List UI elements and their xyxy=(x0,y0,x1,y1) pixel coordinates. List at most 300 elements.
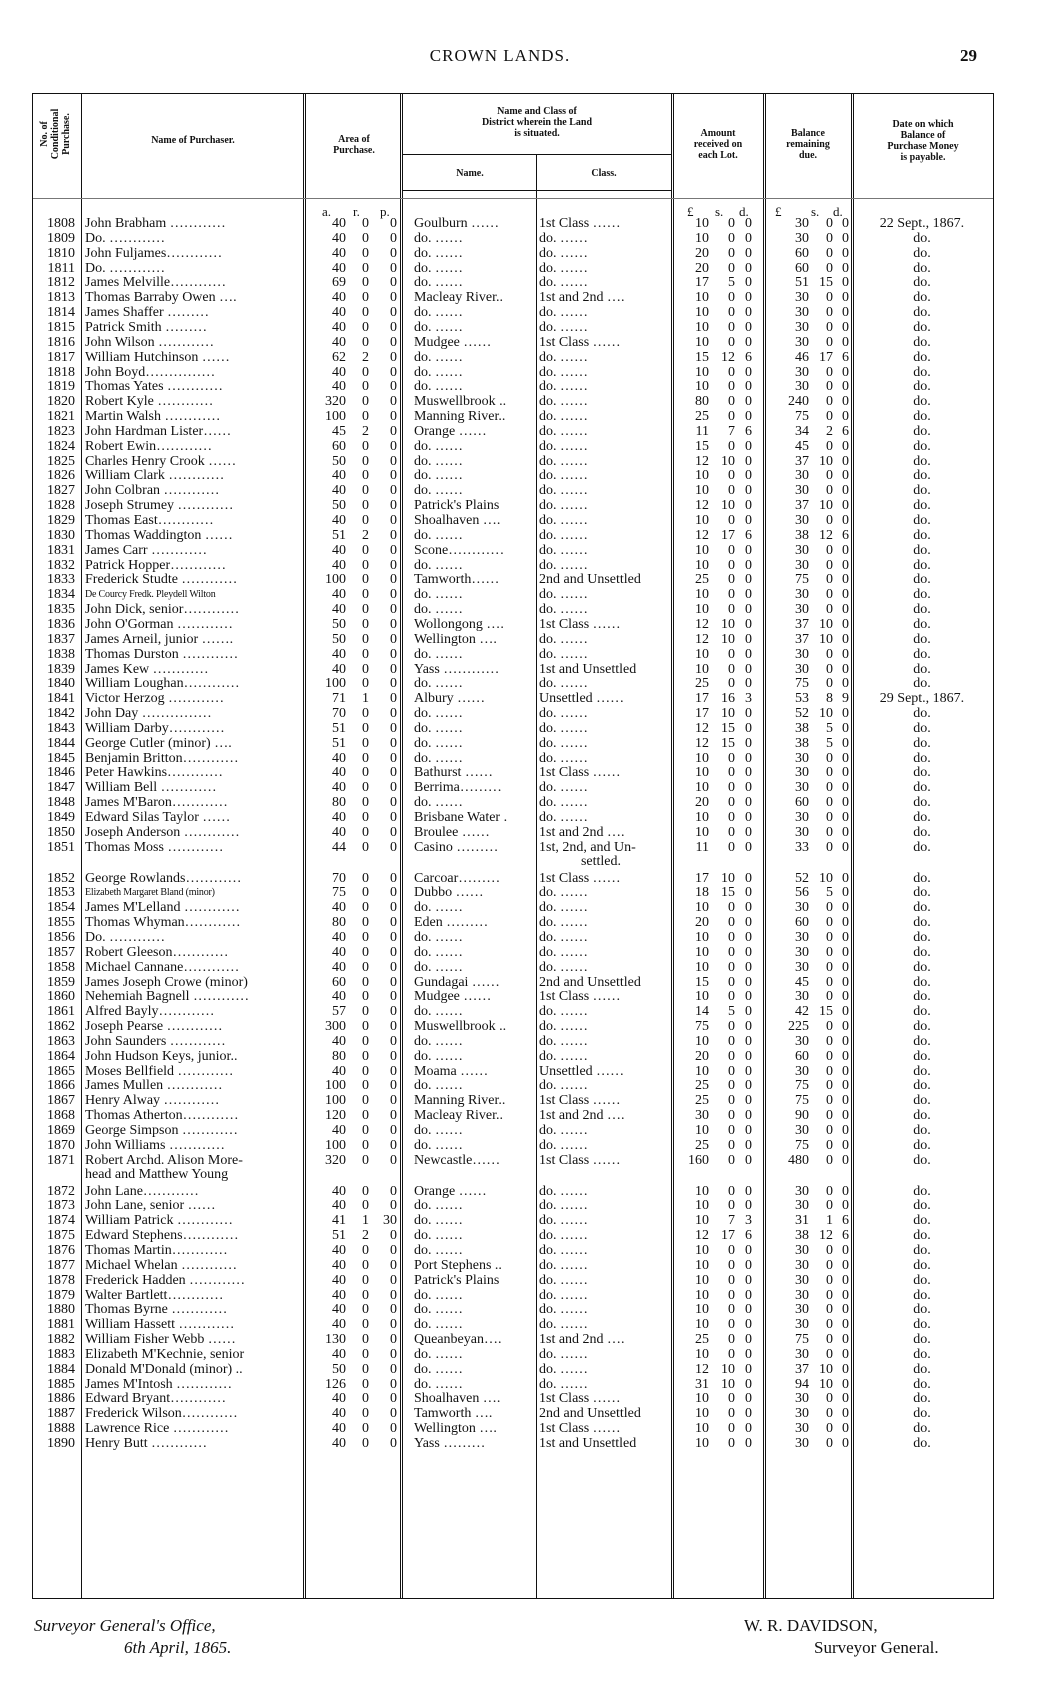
cell-ad: 0 xyxy=(745,453,752,469)
cell-bp: 38 xyxy=(795,735,809,751)
cell-a: 40 xyxy=(332,944,346,960)
cell-a: 40 xyxy=(332,1287,346,1303)
cell-name: Do. ………… xyxy=(85,230,166,246)
cell-dt: do. xyxy=(913,1152,931,1168)
cell-p: 0 xyxy=(390,1078,397,1094)
cell-as: 0 xyxy=(728,334,735,350)
cell-r: 0 xyxy=(362,1063,369,1079)
cell-dc: do. …… xyxy=(539,1257,588,1273)
cell-dc: do. …… xyxy=(539,319,588,335)
cell-bs: 10 xyxy=(819,498,833,514)
cell-dt: do. xyxy=(913,245,931,261)
cell-r: 0 xyxy=(362,305,369,321)
cell-a: 40 xyxy=(332,1063,346,1079)
cell-name: Robert Archd. Alison More- xyxy=(85,1152,243,1168)
cell-ap: 10 xyxy=(695,1406,709,1422)
cell-ap: 10 xyxy=(695,989,709,1005)
cell-ap: 17 xyxy=(695,275,709,291)
header-district-name: Name. xyxy=(456,168,484,179)
purchases-table xyxy=(32,93,994,1599)
cell-a: 40 xyxy=(332,602,346,618)
cell-bd: 0 xyxy=(842,557,849,573)
cell-p: 0 xyxy=(390,1391,397,1407)
cell-bp: 30 xyxy=(795,900,809,916)
footer-office xyxy=(34,1615,231,1659)
cell-p: 0 xyxy=(390,1033,397,1049)
cell-no: 1852 xyxy=(47,870,75,886)
cell-dc: do. …… xyxy=(539,1242,588,1258)
cell-p: 0 xyxy=(390,1152,397,1168)
cell-bd: 0 xyxy=(842,260,849,276)
cell-as: 0 xyxy=(728,646,735,662)
table-row xyxy=(33,765,995,781)
cell-as: 0 xyxy=(728,572,735,588)
cell-ap: 10 xyxy=(695,944,709,960)
cell-ap: 25 xyxy=(695,1078,709,1094)
cell-dc: 1st and Unsettled xyxy=(539,661,637,677)
cell-ap: 10 xyxy=(695,900,709,916)
cell-ad: 6 xyxy=(745,349,752,365)
cell-dc: do. …… xyxy=(539,1287,588,1303)
cell-ad: 3 xyxy=(745,1213,752,1229)
cell-r: 0 xyxy=(362,839,369,855)
cell-bd: 9 xyxy=(842,691,849,707)
table-row xyxy=(33,454,995,470)
cell-bd: 0 xyxy=(842,1123,849,1138)
cell-dc: do. …… xyxy=(539,438,588,454)
cell-ap: 20 xyxy=(695,1048,709,1064)
cell-bd: 0 xyxy=(842,305,849,321)
cell-dc: do. …… xyxy=(539,230,588,246)
cell-r: 0 xyxy=(362,364,369,380)
cell-name: Robert Gleeson………… xyxy=(85,944,229,960)
table-row xyxy=(33,1123,995,1139)
cell-r: 0 xyxy=(362,1152,369,1168)
cell-name: Moses Bellfield ………… xyxy=(85,1063,234,1079)
cell-name: James Shaffer ……… xyxy=(85,305,210,321)
cell-bd: 0 xyxy=(842,1257,849,1273)
cell-p: 0 xyxy=(390,915,397,931)
cell-ad: 0 xyxy=(745,1257,752,1273)
table-row xyxy=(33,1421,995,1437)
cell-dc: do. …… xyxy=(539,631,588,647)
cell-no: 1823 xyxy=(47,423,75,439)
footer-signature xyxy=(744,1615,939,1659)
cell-p: 0 xyxy=(390,900,397,916)
cell-ap: 80 xyxy=(695,394,709,410)
cell-no: 1881 xyxy=(47,1317,75,1333)
cell-ad: 0 xyxy=(745,1063,752,1079)
cell-dt: do. xyxy=(913,1123,931,1138)
cell-dt: do. xyxy=(913,275,931,291)
cell-p: 0 xyxy=(390,1242,397,1258)
cell-as: 0 xyxy=(728,1346,735,1362)
cell-a: 40 xyxy=(332,1123,346,1138)
cell-ad: 0 xyxy=(745,915,752,931)
cell-a: 40 xyxy=(332,765,346,781)
cell-name: Do. ………… xyxy=(85,260,166,276)
cell-bs: 0 xyxy=(826,900,833,916)
cell-r: 0 xyxy=(362,379,369,395)
cell-a: 41 xyxy=(332,1213,346,1229)
cell-dn: do. …… xyxy=(414,720,463,736)
cell-ap: 10 xyxy=(695,334,709,350)
cell-ad: 0 xyxy=(745,735,752,751)
cell-bs: 0 xyxy=(826,1272,833,1288)
cell-ap: 20 xyxy=(695,260,709,276)
cell-as: 12 xyxy=(721,349,735,365)
cell-dn: Mudgee …… xyxy=(414,989,492,1005)
cell-ap: 17 xyxy=(695,870,709,886)
cell-bp: 30 xyxy=(795,929,809,945)
cell-name: Joseph Strumey ………… xyxy=(85,498,234,514)
cell-ap: 10 xyxy=(695,1346,709,1362)
cell-no: 1821 xyxy=(47,409,75,425)
cell-as: 0 xyxy=(728,989,735,1005)
cell-name: Michael Cannane………… xyxy=(85,959,240,975)
cell-name: Peter Hawkins………… xyxy=(85,765,224,781)
cell-bp: 30 xyxy=(795,379,809,395)
cell-no: 1832 xyxy=(47,557,75,573)
cell-r: 0 xyxy=(362,572,369,588)
cell-r: 0 xyxy=(362,989,369,1005)
cell-ap: 25 xyxy=(695,676,709,692)
cell-ad: 0 xyxy=(745,275,752,291)
cell-bd: 0 xyxy=(842,810,849,825)
cell-bp: 30 xyxy=(795,230,809,246)
table-row xyxy=(33,1138,995,1154)
cell-dt: do. xyxy=(913,1019,931,1035)
cell-r: 0 xyxy=(362,1287,369,1303)
cell-bs: 10 xyxy=(819,706,833,722)
cell-as: 0 xyxy=(728,379,735,395)
cell-p: 0 xyxy=(390,1317,397,1333)
cell-as: 10 xyxy=(721,870,735,886)
cell-no: 1840 xyxy=(47,676,75,692)
cell-bd: 0 xyxy=(842,1391,849,1407)
cell-ad: 0 xyxy=(745,1183,752,1199)
cell-bd: 0 xyxy=(842,1033,849,1049)
cell-r: 1 xyxy=(362,1213,369,1229)
cell-ad: 0 xyxy=(745,661,752,677)
cell-bs: 15 xyxy=(819,275,833,291)
table-row xyxy=(33,1228,995,1244)
cell-dt: do. xyxy=(913,1183,931,1199)
cell-ad: 0 xyxy=(745,765,752,781)
cell-bp: 94 xyxy=(795,1376,809,1392)
cell-bs: 0 xyxy=(826,260,833,276)
cell-no: 1851 xyxy=(47,839,75,855)
cell-r: 0 xyxy=(362,438,369,454)
cell-name: Edward Stephens………… xyxy=(85,1228,239,1244)
cell-p: 0 xyxy=(390,453,397,469)
cell-bp: 30 xyxy=(795,334,809,350)
cell-bs: 10 xyxy=(819,631,833,647)
cell-dt: do. xyxy=(913,795,931,811)
cell-dt: do. xyxy=(913,839,931,855)
cell-ap: 10 xyxy=(695,1391,709,1407)
cell-a: 40 xyxy=(332,1198,346,1214)
cell-bs: 0 xyxy=(826,1346,833,1362)
cell-dt: do. xyxy=(913,1228,931,1244)
table-row xyxy=(33,960,995,976)
cell-bd: 0 xyxy=(842,1302,849,1318)
cell-a: 45 xyxy=(332,423,346,439)
cell-bs: 0 xyxy=(826,676,833,692)
cell-name: James M'Intosh ………… xyxy=(85,1376,233,1392)
cell-bp: 30 xyxy=(795,305,809,321)
cell-a: 100 xyxy=(325,676,346,692)
cell-bp: 30 xyxy=(795,542,809,558)
cell-as: 0 xyxy=(728,542,735,558)
cell-as: 0 xyxy=(728,795,735,811)
cell-r: 0 xyxy=(362,900,369,916)
cell-name: John Hardman Lister…… xyxy=(85,423,232,439)
table-row xyxy=(33,335,995,351)
cell-name: James Kew ………… xyxy=(85,661,209,677)
cell-bd: 0 xyxy=(842,379,849,395)
cell-dc: do. …… xyxy=(539,409,588,425)
cell-bs: 0 xyxy=(826,1048,833,1064)
cell-bd: 0 xyxy=(842,1183,849,1199)
cell-bs: 0 xyxy=(826,1257,833,1273)
cell-ad: 0 xyxy=(745,260,752,276)
cell-dt: do. xyxy=(913,1302,931,1318)
cell-bs: 0 xyxy=(826,409,833,425)
cell-bs: 0 xyxy=(826,1078,833,1094)
cell-dn: do. …… xyxy=(414,379,463,395)
cell-bd: 0 xyxy=(842,1406,849,1422)
cell-ap: 10 xyxy=(695,1198,709,1214)
cell-dc: do. …… xyxy=(539,364,588,380)
cell-a: 40 xyxy=(332,824,346,840)
cell-no: 1858 xyxy=(47,959,75,975)
cell-as: 10 xyxy=(721,1361,735,1377)
cell-p: 0 xyxy=(390,216,397,231)
cell-dt: do. xyxy=(913,1137,931,1153)
cell-bs: 0 xyxy=(826,1391,833,1407)
header-rule xyxy=(402,190,671,191)
cell-no: 1869 xyxy=(47,1123,75,1138)
cell-no: 1886 xyxy=(47,1391,75,1407)
cell-bd: 0 xyxy=(842,661,849,677)
header-amount: Amount received on each Lot. xyxy=(693,128,743,161)
cell-name: Walter Bartlett………… xyxy=(85,1287,224,1303)
cell-dc: do. …… xyxy=(539,587,588,603)
cell-as: 10 xyxy=(721,1376,735,1392)
cell-bs: 1 xyxy=(826,1213,833,1229)
cell-ap: 10 xyxy=(695,1213,709,1229)
cell-ap: 10 xyxy=(695,1302,709,1318)
cell-r: 2 xyxy=(362,349,369,365)
cell-class-continued: settled. xyxy=(580,853,622,869)
cell-bd: 0 xyxy=(842,438,849,454)
cell-as: 0 xyxy=(728,1421,735,1437)
cell-r: 1 xyxy=(362,691,369,707)
cell-dc: do. …… xyxy=(539,1078,588,1094)
cell-r: 0 xyxy=(362,795,369,811)
cell-bp: 75 xyxy=(795,1078,809,1094)
cell-bp: 30 xyxy=(795,750,809,766)
cell-p: 0 xyxy=(390,1346,397,1362)
cell-no: 1855 xyxy=(47,915,75,931)
table-row xyxy=(33,1391,995,1407)
cell-ad: 0 xyxy=(745,1332,752,1348)
cell-dt: do. xyxy=(913,1093,931,1109)
cell-ad: 0 xyxy=(745,483,752,499)
cell-dc: do. …… xyxy=(539,1213,588,1229)
cell-r: 0 xyxy=(362,1004,369,1020)
cell-no: 1890 xyxy=(47,1436,75,1451)
cell-r: 0 xyxy=(362,616,369,632)
cell-bs: 12 xyxy=(819,527,833,543)
cell-as: 0 xyxy=(728,438,735,454)
cell-ad: 0 xyxy=(745,1019,752,1035)
cell-ap: 10 xyxy=(695,483,709,499)
header-district-class: Class. xyxy=(591,168,617,179)
cell-p: 0 xyxy=(390,750,397,766)
cell-bp: 75 xyxy=(795,1332,809,1348)
cell-no: 1859 xyxy=(47,974,75,990)
cell-dc: do. …… xyxy=(539,735,588,751)
cell-name: John Colbran ………… xyxy=(85,483,220,499)
cell-ad: 0 xyxy=(745,1093,752,1109)
cell-name: Elizabeth M'Kechnie, senior xyxy=(85,1346,245,1362)
cell-bs: 0 xyxy=(826,1108,833,1124)
cell-a: 40 xyxy=(332,1033,346,1049)
cell-a: 320 xyxy=(325,394,346,410)
table-row xyxy=(33,780,995,796)
cell-bp: 30 xyxy=(795,513,809,528)
cell-a: 50 xyxy=(332,631,346,647)
cell-dc: do. …… xyxy=(539,706,588,722)
cell-dc: 1st Class …… xyxy=(539,1152,621,1168)
cell-bd: 0 xyxy=(842,974,849,990)
cell-r: 0 xyxy=(362,676,369,692)
table-row-continuation xyxy=(33,1167,995,1183)
cell-dn: Yass ……… xyxy=(414,1436,486,1451)
cell-bs: 0 xyxy=(826,379,833,395)
cell-dt: do. xyxy=(913,230,931,246)
cell-r: 0 xyxy=(362,513,369,528)
cell-ap: 12 xyxy=(695,616,709,632)
cell-bp: 30 xyxy=(795,1257,809,1273)
cell-p: 0 xyxy=(390,1421,397,1437)
cell-bp: 52 xyxy=(795,706,809,722)
cell-p: 30 xyxy=(383,1213,397,1229)
cell-ad: 0 xyxy=(745,602,752,618)
cell-ap: 10 xyxy=(695,216,709,231)
cell-r: 0 xyxy=(362,1421,369,1437)
cell-no: 1850 xyxy=(47,824,75,840)
cell-ap: 12 xyxy=(695,735,709,751)
cell-p: 0 xyxy=(390,1183,397,1199)
cell-no: 1882 xyxy=(47,1332,75,1348)
cell-dt: do. xyxy=(913,750,931,766)
cell-no: 1831 xyxy=(47,542,75,558)
cell-a: 40 xyxy=(332,1257,346,1273)
cell-bs: 0 xyxy=(826,1198,833,1214)
cell-name: Frederick Studte ………… xyxy=(85,572,238,588)
cell-bs: 0 xyxy=(826,810,833,825)
cell-dc: do. …… xyxy=(539,275,588,291)
cell-dt: do. xyxy=(913,1376,931,1392)
cell-dn: do. …… xyxy=(414,1123,463,1138)
cell-bd: 0 xyxy=(842,1093,849,1109)
unit-pence: d. xyxy=(833,204,843,219)
cell-dc: 2nd and Unsettled xyxy=(539,1406,641,1422)
table-row xyxy=(33,558,995,574)
cell-a: 71 xyxy=(332,691,346,707)
cell-p: 0 xyxy=(390,305,397,321)
cell-dn: Moama …… xyxy=(414,1063,489,1079)
cell-dn: do. …… xyxy=(414,944,463,960)
cell-name: Do. ………… xyxy=(85,929,166,945)
table-row xyxy=(33,543,995,559)
cell-bd: 6 xyxy=(842,1213,849,1229)
cell-dc: do. …… xyxy=(539,557,588,573)
cell-dc: do. …… xyxy=(539,483,588,499)
cell-dt: do. xyxy=(913,364,931,380)
table-row xyxy=(33,1213,995,1229)
cell-ap: 10 xyxy=(695,1033,709,1049)
cell-a: 50 xyxy=(332,1361,346,1377)
cell-a: 80 xyxy=(332,915,346,931)
cell-p: 0 xyxy=(390,735,397,751)
cell-bp: 30 xyxy=(795,1406,809,1422)
cell-ap: 10 xyxy=(695,1183,709,1199)
table-row xyxy=(33,736,995,752)
cell-ad: 0 xyxy=(745,230,752,246)
cell-bp: 60 xyxy=(795,245,809,261)
cell-ad: 0 xyxy=(745,379,752,395)
cell-dn: do. …… xyxy=(414,929,463,945)
cell-dt: do. xyxy=(913,290,931,306)
cell-bp: 90 xyxy=(795,1108,809,1124)
cell-name: Thomas Durston ………… xyxy=(85,646,239,662)
cell-name: George Rowlands………… xyxy=(85,870,242,886)
cell-name: John Dick, senior………… xyxy=(85,602,240,618)
cell-as: 0 xyxy=(728,602,735,618)
cell-as: 0 xyxy=(728,915,735,931)
cell-dt: do. xyxy=(913,989,931,1005)
cell-ap: 10 xyxy=(695,1257,709,1273)
cell-p: 0 xyxy=(390,780,397,796)
cell-no: 1870 xyxy=(47,1137,75,1153)
cell-bs: 0 xyxy=(826,1317,833,1333)
cell-p: 0 xyxy=(390,1436,397,1451)
table-row xyxy=(33,871,995,887)
cell-dn: do. …… xyxy=(414,676,463,692)
cell-dc: Unsettled …… xyxy=(539,691,625,707)
cell-dt: do. xyxy=(913,1272,931,1288)
cell-bs: 0 xyxy=(826,587,833,603)
table-row xyxy=(33,1004,995,1020)
cell-dt: do. xyxy=(913,824,931,840)
cell-bs: 0 xyxy=(826,1137,833,1153)
cell-ad: 0 xyxy=(745,438,752,454)
cell-r: 0 xyxy=(362,1391,369,1407)
cell-ad: 0 xyxy=(745,1048,752,1064)
cell-name: Thomas Martin………… xyxy=(85,1242,228,1258)
table-row xyxy=(33,617,995,633)
cell-as: 15 xyxy=(721,720,735,736)
cell-ap: 10 xyxy=(695,379,709,395)
cell-no: 1817 xyxy=(47,349,75,365)
cell-bp: 51 xyxy=(795,275,809,291)
cell-ad: 0 xyxy=(745,1108,752,1124)
cell-ap: 12 xyxy=(695,453,709,469)
